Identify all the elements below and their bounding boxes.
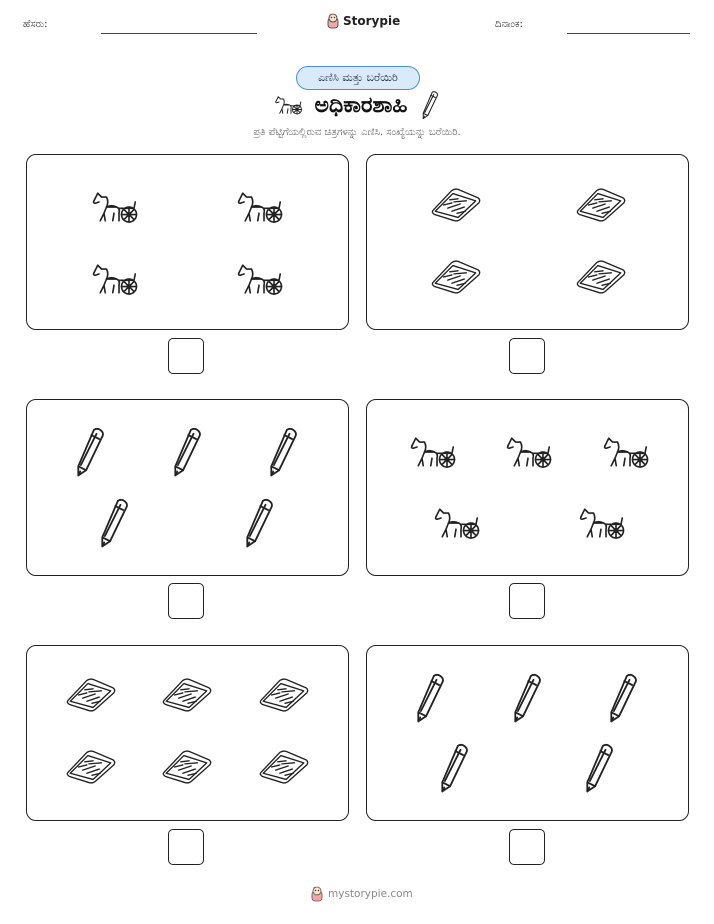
pencil-icon — [580, 742, 618, 794]
instruction-badge: ಎಣಿಸಿ ಮತ್ತು ಬರೆಯಿರಿ — [296, 66, 420, 90]
horse-cart-icon — [232, 259, 286, 299]
tablet-icon — [160, 677, 214, 713]
pencil-icon — [508, 672, 546, 724]
count-panel-5 — [26, 645, 349, 821]
answer-box-6[interactable] — [509, 829, 545, 865]
pencil-icon — [604, 672, 642, 724]
footer-url[interactable]: mystorypie.com — [328, 888, 413, 900]
horse-cart-icon — [232, 187, 286, 227]
answer-box-3[interactable] — [168, 583, 204, 619]
tablet-icon — [64, 677, 118, 713]
tablet-icon — [574, 259, 628, 295]
horse-cart-icon — [87, 187, 141, 227]
answer-box-5[interactable] — [168, 829, 204, 865]
pencil-icon — [71, 426, 109, 478]
horse-cart-icon — [406, 432, 458, 472]
count-panel-6 — [366, 645, 689, 821]
answer-box-2[interactable] — [509, 338, 545, 374]
count-panel-4 — [366, 399, 689, 576]
pencil-icon — [411, 672, 449, 724]
pencil-icon — [435, 742, 473, 794]
brand-logo — [326, 13, 400, 29]
brand-name: Storypie — [343, 14, 401, 28]
footer — [310, 886, 413, 902]
tablet-icon — [257, 749, 311, 785]
tablet-icon — [64, 749, 118, 785]
horse-cart-icon — [575, 503, 627, 543]
horse-cart-icon — [87, 259, 141, 299]
date-field[interactable] — [567, 33, 690, 34]
pencil-icon — [240, 497, 278, 549]
horse-cart-icon — [502, 432, 554, 472]
tablet-icon — [160, 749, 214, 785]
horse-cart-icon — [599, 432, 651, 472]
tablet-icon — [429, 187, 483, 223]
count-panel-3 — [26, 399, 349, 576]
horse-cart-icon — [430, 503, 482, 543]
instructions: ಪ್ರತಿ ಪೆಟ್ಟಿಗೆಯಲ್ಲಿರುವ ಚಿತ್ರಗಳನ್ನು ಎಣಿಸಿ. ಸಂಖ್ಯೆಯನ್ನು ಬರೆಯಿರಿ. — [253, 127, 461, 138]
count-panel-1 — [26, 154, 349, 330]
title-row — [0, 90, 714, 120]
page-title: ಅಧಿಕಾರಶಾಹಿ — [314, 92, 408, 118]
name-label: ಹೆಸರು: — [23, 19, 48, 30]
tablet-icon — [574, 187, 628, 223]
storypie-mascot-icon — [310, 886, 324, 902]
pencil-icon — [264, 426, 302, 478]
count-panel-2 — [366, 154, 689, 330]
date-label: ದಿನಾಂಕ: — [495, 19, 523, 30]
tablet-icon — [429, 259, 483, 295]
horse-cart-icon — [273, 93, 303, 117]
pencil-icon — [95, 497, 133, 549]
pencil-icon — [168, 426, 206, 478]
pencil-icon — [419, 90, 441, 120]
answer-box-4[interactable] — [509, 583, 545, 619]
storypie-mascot-icon — [326, 13, 340, 29]
answer-box-1[interactable] — [168, 338, 204, 374]
name-field[interactable] — [101, 33, 257, 34]
tablet-icon — [257, 677, 311, 713]
